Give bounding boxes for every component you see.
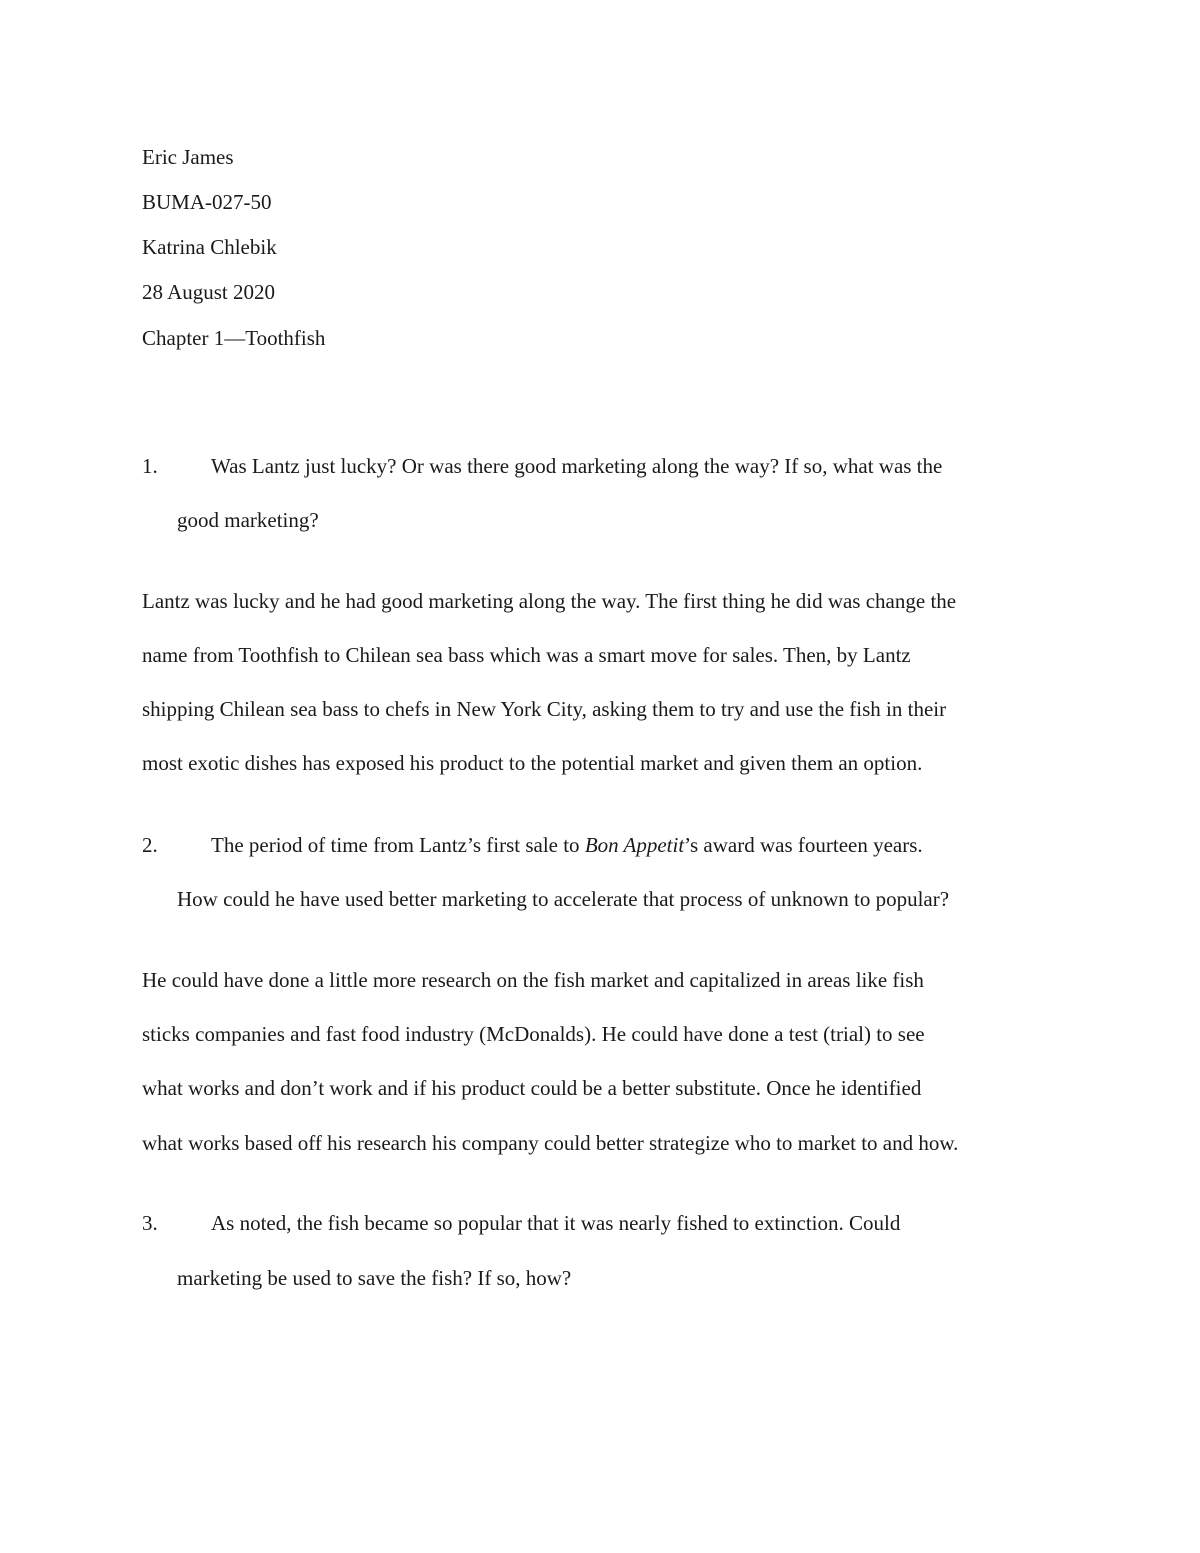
question-number: 1. [142, 454, 158, 478]
question-text: How could he have used better marketing to accelerate that process of unknown to popular? [177, 887, 950, 911]
question-text: good marketing? [177, 508, 319, 532]
document-title: Chapter 1—Toothfish [142, 326, 326, 350]
question-number: 2. [142, 833, 158, 857]
answer-line: most exotic dishes has exposed his product to the potential market and given them an option. [142, 751, 923, 775]
document-date: 28 August 2020 [142, 280, 276, 304]
answer-line: name from Toothfish to Chilean sea bass which was a smart move for sales. Then, by Lantz [142, 643, 911, 667]
answer-line: what works and don’t work and if his product could be a better substitute. Once he identified [142, 1076, 922, 1100]
answer-line: shipping Chilean sea bass to chefs in New York City, asking them to try and use the fish in their [142, 697, 947, 721]
instructor-name: Katrina Chlebik [142, 235, 277, 259]
question-text [211, 832, 923, 858]
question-text: marketing be used to save the fish? If so, how? [177, 1266, 572, 1290]
question-text: As noted, the fish became so popular that it was nearly fished to extinction. Could [211, 1211, 901, 1235]
publication-title: Bon Appetit [584, 833, 685, 857]
course-code: BUMA-027-50 [142, 190, 272, 214]
question-text-segment: ’s award was fourteen years. [684, 833, 923, 857]
answer-line: what works based off his research his company could better strategize who to market to and how. [142, 1131, 959, 1155]
answer-line: He could have done a little more research on the fish market and capitalized in areas like fish [142, 968, 924, 992]
question-text-segment: The period of time from Lantz’s first sale to [211, 833, 585, 857]
question-number: 3. [142, 1211, 158, 1235]
answer-line: Lantz was lucky and he had good marketing along the way. The first thing he did was change the [142, 589, 957, 613]
student-name: Eric James [142, 145, 234, 169]
question-text: Was Lantz just lucky? Or was there good marketing along the way? If so, what was the [211, 454, 943, 478]
answer-line: sticks companies and fast food industry (McDonalds). He could have done a test (trial) to see [142, 1022, 925, 1046]
